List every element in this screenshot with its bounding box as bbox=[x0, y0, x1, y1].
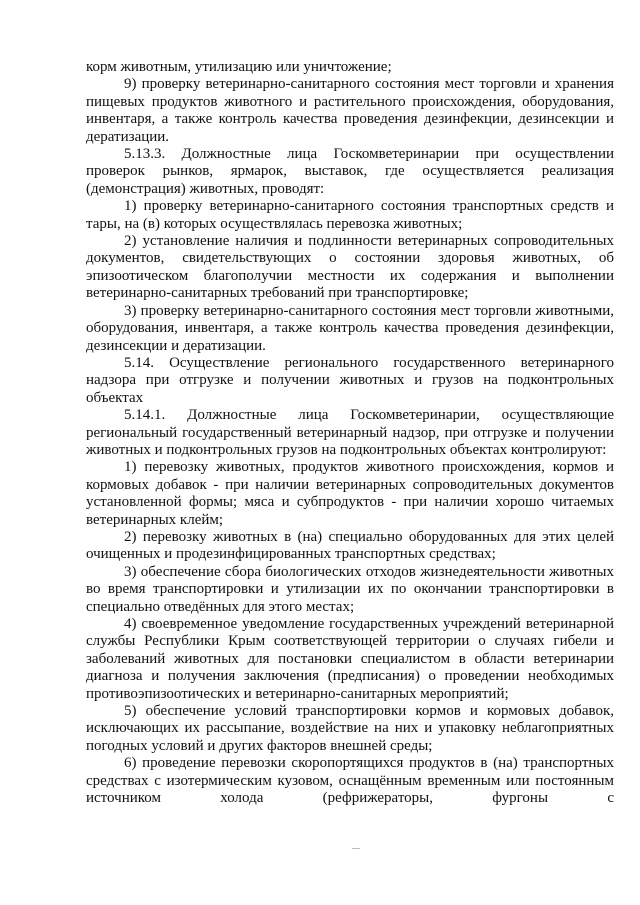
paragraph-item-2: 2) установление наличия и подлинности ветеринарных сопроводительных документов, свидетельствующих о состоянии здоровья животных, об эпизоотическом благополучии местности их содержания и выполнении ветеринарно-санитарных требований при транспортировке; bbox=[86, 233, 614, 302]
paragraph-section-5-14-1: 5.14.1. Должностные лица Госкомветеринарии, осуществляющие региональный государственный ветеринарный надзор, при отгрузке и получении животных и подконтрольных грузов на подконтрольных объектах контролируют: bbox=[86, 407, 614, 458]
scan-speck bbox=[352, 848, 360, 849]
paragraph-item-2: 2) перевозку животных в (на) специально оборудованных для этих целей очищенных и продезинфицированных транспортных средствах; bbox=[86, 528, 614, 563]
paragraph-item-3: 3) проверку ветеринарно-санитарного состояния мест торговли животными, оборудования, инвентаря, а также контроль качества проведения дезинфекции, дезинсекции и дератизации. bbox=[86, 302, 614, 354]
paragraph-item-6: 6) проведение перевозки скоропортящихся продуктов в (на) транспортных средствах с изотермическим кузовом, оснащённым временным или постоянным источником холода (рефрижераторы, фургоны с bbox=[86, 755, 614, 807]
document-page bbox=[86, 59, 614, 807]
paragraph-section-5-13-3: 5.13.3. Должностные лица Госкомветеринарии при осуществлении проверок рынков, ярмарок, выставок, где осуществляется реализация (демонстрация) животных, проводят: bbox=[86, 146, 614, 197]
paragraph-item-3: 3) обеспечение сбора биологических отходов жизнедеятельности животных во время транспортировки и утилизации их по окончании транспортировки в специально отведённых для этого местах; bbox=[86, 563, 614, 615]
paragraph-item-5: 5) обеспечение условий транспортировки кормов и кормовых добавок, исключающих их рассыпание, воздействие на них и упаковку неблагоприятных погодных условий и других факторов внешней среды; bbox=[86, 703, 614, 754]
paragraph-item-1: 1) перевозку животных, продуктов животного происхождения, кормов и кормовых добавок - при наличии ветеринарных сопроводительных документов установленной формы; мяса и субпродуктов - при наличии хорошо читаемых ветеринарных клейм; bbox=[86, 459, 614, 528]
paragraph-item-4: 4) своевременное уведомление государственных учреждений ветеринарной службы Республики Крым соответствующей территории о случаях гибели и заболеваний животных для постановки специалистом в области ветеринарии диагноза и получения заключения (предписания) о проведении необходимых противоэпизоотических и ветеринарно-санитарных мероприятий; bbox=[86, 616, 614, 702]
paragraph-item-9: 9) проверку ветеринарно-санитарного состояния мест торговли и хранения пищевых продуктов животного и растительного происхождения, оборудования, инвентаря, а также контроль качества проведения дезинфекции, дезинсекции и дератизации. bbox=[86, 76, 614, 145]
paragraph-continuation: корм животным, утилизацию или уничтожение; bbox=[86, 59, 392, 75]
paragraph-section-5-14: 5.14. Осуществление регионального государственного ветеринарного надзора при отгрузке и получении животных и грузов на подконтрольных объектах bbox=[86, 354, 614, 406]
paragraph-item-1: 1) проверку ветеринарно-санитарного состояния транспортных средств и тары, на (в) которых осуществлялась перевозка животных; bbox=[86, 198, 614, 232]
